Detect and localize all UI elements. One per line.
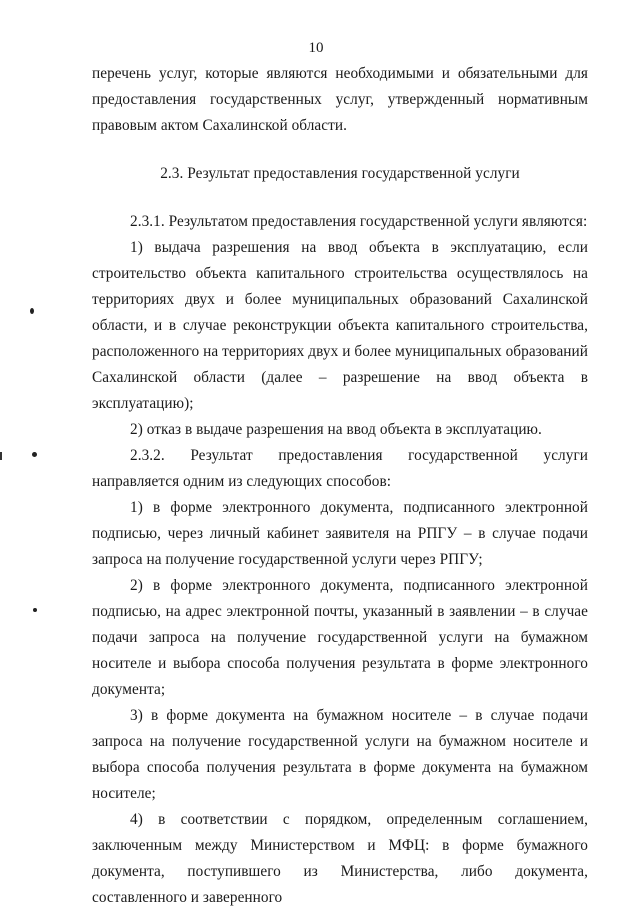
paragraph-2-3-1: 2.3.1. Результатом предоставления государственной услуги являются: <box>130 213 588 230</box>
method-item-4: 4) в соответствии с порядком, определенным соглашением, заключенным между Министерством и МФЦ: в форме бумажного документа, поступившего из Министерства, либо документа, составленного и заверенного <box>92 811 588 906</box>
scan-speck-mark <box>33 608 37 612</box>
method-item-2: 2) в форме электронного документа, подписанного электронной подписью, на адрес электронной почты, указанный в заявлении – в случае подачи запроса на получение государственной услуги на бумажном носителе и выбора способа получения результата в форме электронного документа; <box>92 577 588 698</box>
list-item-2: 2) отказ в выдаче разрешения на ввод объекта в эксплуатацию. <box>130 421 542 438</box>
section-heading: 2.3. Результат предоставления государственной услуги <box>160 165 520 182</box>
scan-edge-mark <box>0 452 2 460</box>
scan-speck-mark <box>30 308 34 314</box>
method-item-1: 1) в форме электронного документа, подписанного электронной подписью, через личный кабинет заявителя на РПГУ – в случае подачи запроса на получение государственной услуги через РПГУ; <box>92 499 588 568</box>
paragraph-continuation: перечень услуг, которые являются необходимыми и обязательными для предоставления государственных услуг, утвержденный нормативным правовым актом Сахалинской области. <box>92 65 588 134</box>
page-number: 10 <box>308 40 324 56</box>
document-body <box>92 61 588 911</box>
method-item-3: 3) в форме документа на бумажном носителе – в случае подачи запроса на получение государственной услуги на бумажном носителе и выбора способа получения результата в форме документа на бумажном носителе; <box>92 707 588 802</box>
list-item-1: 1) выдача разрешения на ввод объекта в эксплуатацию, если строительство объекта капитального строительства осуществлялось на территориях двух и более муниципальных образований Сахалинской области, и в случае реконструкции объекта капитального строительства, расположенного на территориях двух и более муниципальных образований Сахалинской области (далее – разрешение на ввод объекта в эксплуатацию); <box>92 239 588 412</box>
paragraph-2-3-2: 2.3.2. Результат предоставления государственной услуги направляется одним из следующих способов: <box>92 447 588 490</box>
scan-speck-mark <box>32 452 37 457</box>
